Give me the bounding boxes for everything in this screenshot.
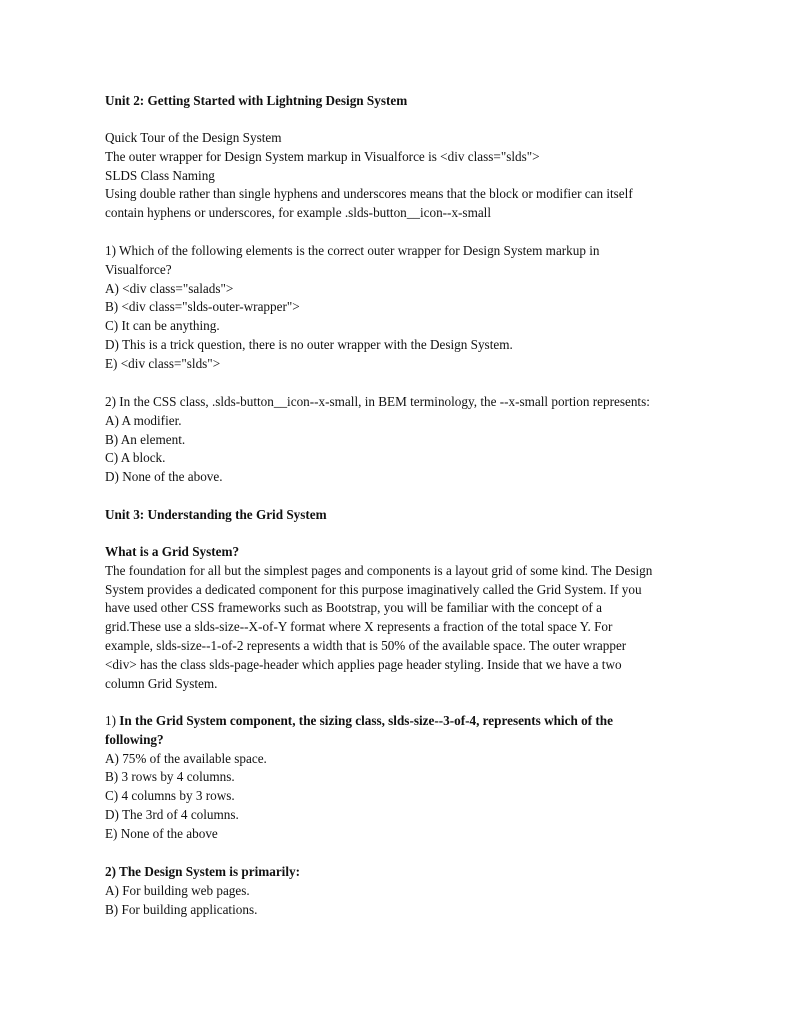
paragraph-line: column Grid System.: [105, 675, 218, 691]
unit3-question-2: [105, 863, 705, 919]
paragraph-line: <div> has the class slds-page-header which applies page header styling. Inside that we have a two: [105, 656, 622, 672]
paragraph-line: System provides a dedicated component for this purpose imaginatively called the Grid System. If you: [105, 581, 642, 597]
answer-option: C) A block.: [105, 450, 166, 466]
question-text: Visualforce?: [105, 261, 172, 277]
answer-option: A) 75% of the available space.: [105, 750, 267, 766]
intro-line: SLDS Class Naming: [105, 167, 215, 183]
intro-line: The outer wrapper for Design System markup in Visualforce is <div class="slds">: [105, 148, 540, 164]
unit2-heading: Unit 2: Getting Started with Lightning Design System: [105, 93, 408, 108]
unit2-question-1: [105, 242, 705, 374]
paragraph-line: example, slds-size--1-of-2 represents a width that is 50% of the available space. The outer wrapper: [105, 637, 627, 653]
paragraph-line: grid.These use a slds-size--X-of-Y format where X represents a fraction of the total space Y. For: [105, 619, 613, 635]
answer-option: A) <div class="salads">: [105, 280, 234, 296]
paragraph-line: The foundation for all but the simplest pages and components is a layout grid of some kind. The Design: [105, 562, 653, 578]
unit3-heading: Unit 3: Understanding the Grid System: [105, 507, 327, 522]
answer-option: A) For building web pages.: [105, 882, 250, 898]
answer-option: B) <div class="slds-outer-wrapper">: [105, 299, 300, 315]
intro-line: contain hyphens or underscores, for example .slds-button__icon--x-small: [105, 205, 492, 221]
answer-option: E) <div class="slds">: [105, 355, 221, 371]
answer-option: B) An element.: [105, 431, 186, 447]
question-text: 1) In the Grid System component, the sizing class, slds-size--3-of-4, represents which of the: [105, 713, 613, 728]
answer-option: B) 3 rows by 4 columns.: [105, 769, 235, 785]
answer-option: E) None of the above: [105, 825, 218, 841]
answer-option: C) 4 columns by 3 rows.: [105, 788, 235, 804]
unit3-question-1: [105, 712, 705, 844]
answer-option: D) This is a trick question, there is no outer wrapper with the Design System.: [105, 336, 513, 352]
question-text: 2) In the CSS class, .slds-button__icon--x-small, in BEM terminology, the --x-small portion represents:: [105, 394, 650, 409]
answer-option: D) The 3rd of 4 columns.: [105, 806, 239, 822]
section-subheading: What is a Grid System?: [105, 544, 240, 559]
question-text: 2) The Design System is primarily:: [105, 864, 300, 879]
unit2-question-2: [105, 393, 705, 487]
question-text: 1) Which of the following elements is the correct outer wrapper for Design System markup in: [105, 243, 600, 258]
answer-option: B) For building applications.: [105, 901, 258, 917]
answer-option: D) None of the above.: [105, 469, 223, 485]
unit3-grid-section: [105, 543, 705, 693]
answer-option: C) It can be anything.: [105, 318, 220, 334]
answer-option: A) A modifier.: [105, 412, 182, 428]
unit2-intro: [105, 129, 705, 223]
paragraph-line: have used other CSS frameworks such as Bootstrap, you will be familiar with the concept of a: [105, 600, 602, 616]
intro-line: Quick Tour of the Design System: [105, 130, 282, 145]
question-text: following?: [105, 731, 164, 747]
intro-line: Using double rather than single hyphens and underscores means that the block or modifier can itself: [105, 186, 633, 202]
